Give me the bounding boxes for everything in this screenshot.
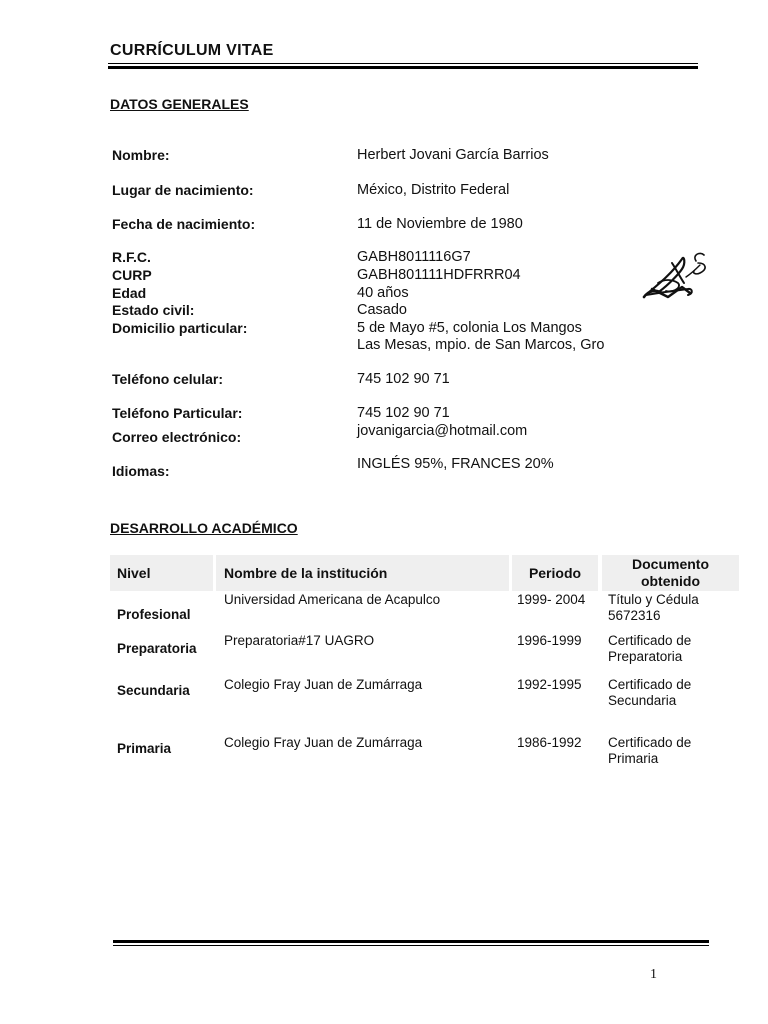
table-row-nivel: Primaria <box>117 741 172 756</box>
table-row-periodo: 1992-1995 <box>517 677 582 692</box>
value-idiomas: INGLÉS 95%, FRANCES 20% <box>357 456 554 472</box>
table-row-documento-line2: 5672316 <box>608 608 661 623</box>
section-heading-datos-generales: DATOS GENERALES <box>110 96 249 112</box>
label-correo: Correo electrónico: <box>112 429 242 445</box>
footer-rule-thin <box>113 945 709 946</box>
label-idiomas: Idiomas: <box>112 463 170 479</box>
header-rule-thick <box>108 66 698 69</box>
footer-rule-thick <box>113 940 709 943</box>
table-row-periodo: 1999- 2004 <box>517 592 586 607</box>
table-row-documento-line2: Preparatoria <box>608 649 683 664</box>
value-edad: 40 años <box>357 285 409 301</box>
value-estado-civil: Casado <box>357 302 407 318</box>
table-row-documento: Título y Cédula <box>608 592 699 607</box>
table-row-nivel: Profesional <box>117 607 191 622</box>
page-title: CURRÍCULUM VITAE <box>110 42 274 59</box>
label-curp: CURP <box>112 267 152 283</box>
value-curp: GABH801111HDFRRR04 <box>357 267 521 283</box>
label-rfc: R.F.C. <box>112 249 151 265</box>
value-domicilio-line2: Las Mesas, mpio. de San Marcos, Gro <box>357 337 605 353</box>
value-nombre: Herbert Jovani García Barrios <box>357 147 549 163</box>
label-estado-civil: Estado civil: <box>112 302 195 318</box>
table-row-periodo: 1986-1992 <box>517 735 582 750</box>
table-row-documento: Certificado de <box>608 633 692 648</box>
label-fecha-nacimiento: Fecha de nacimiento: <box>112 216 256 232</box>
column-header-periodo: Periodo <box>512 555 598 591</box>
table-header <box>110 555 739 591</box>
value-telefono-particular: 745 102 90 71 <box>357 405 450 421</box>
section-heading-desarrollo-academico: DESARROLLO ACADÉMICO <box>110 520 298 536</box>
handwritten-signature-icon <box>638 243 718 305</box>
value-domicilio-line1: 5 de Mayo #5, colonia Los Mangos <box>357 320 582 336</box>
table-row-periodo: 1996-1999 <box>517 633 582 648</box>
table-row-nivel: Preparatoria <box>117 641 197 656</box>
table-row-documento: Certificado de <box>608 677 692 692</box>
label-nombre: Nombre: <box>112 147 170 163</box>
column-header-documento: Documento obtenido <box>602 555 739 591</box>
table-row-documento-line2: Primaria <box>608 751 659 766</box>
value-lugar-nacimiento: México, Distrito Federal <box>357 182 510 198</box>
table-row-institucion: Preparatoria#17 UAGRO <box>224 633 375 648</box>
label-domicilio: Domicilio particular: <box>112 320 248 336</box>
table-row-nivel: Secundaria <box>117 683 190 698</box>
table-row-institucion: Colegio Fray Juan de Zumárraga <box>224 735 423 750</box>
header-rule-thin <box>108 63 698 64</box>
label-telefono-celular: Teléfono celular: <box>112 371 223 387</box>
value-rfc: GABH8011116G7 <box>357 249 471 265</box>
table-row-institucion: Universidad Americana de Acapulco <box>224 592 441 607</box>
table-row-documento-line2: Secundaria <box>608 693 677 708</box>
table-row-institucion: Colegio Fray Juan de Zumárraga <box>224 677 423 692</box>
label-lugar-nacimiento: Lugar de nacimiento: <box>112 182 254 198</box>
label-telefono-particular: Teléfono Particular: <box>112 405 243 421</box>
value-telefono-celular: 745 102 90 71 <box>357 371 450 387</box>
value-correo: jovanigarcia@hotmail.com <box>357 423 528 439</box>
page-number: 1 <box>650 967 657 982</box>
column-header-nivel: Nivel <box>110 555 213 591</box>
table-row-documento: Certificado de <box>608 735 692 750</box>
value-fecha-nacimiento: 11 de Noviembre de 1980 <box>357 216 523 232</box>
label-edad: Edad <box>112 285 147 301</box>
column-header-institucion: Nombre de la institución <box>216 555 509 591</box>
